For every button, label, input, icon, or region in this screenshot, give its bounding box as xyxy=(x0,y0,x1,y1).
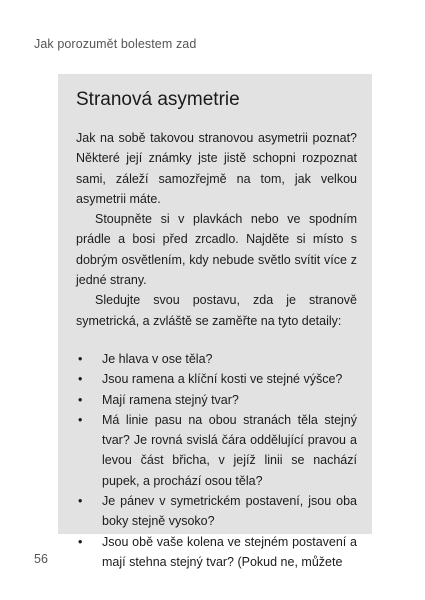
paragraph-mirror: Stoupněte si v plavkách nebo ve spodním prádle a bosi před zrcadlo. Najděte si místo s dobrým osvětlením, kdy nebude světlo svítit více z jedné strany. xyxy=(76,212,357,288)
bullet-icon: • xyxy=(78,412,83,427)
list-item-text: Jsou obě vaše kolena ve stejném postavení a mají stehna stejný tvar? (Pokud ne, můžete xyxy=(102,534,357,569)
detail-checklist xyxy=(76,349,357,572)
list-item xyxy=(76,532,357,573)
list-item xyxy=(76,369,357,389)
list-item-text: Je hlava v ose těla? xyxy=(102,351,213,366)
bullet-icon: • xyxy=(78,372,83,387)
list-item xyxy=(76,410,357,491)
running-header: Jak porozumět bolestem zad xyxy=(34,37,197,51)
section-box xyxy=(58,74,372,569)
list-item-text: Jsou ramena a klíční kosti ve stejné výšce? xyxy=(102,372,343,387)
list-item xyxy=(76,491,357,532)
list-item-text: Má linie pasu na obou stranách těla stejný tvar? Je rovná svislá čára oddělující pravou a levou část břicha, v jejíž linii se nachází pupek, a prochází osou těla? xyxy=(102,412,357,488)
list-item xyxy=(76,349,357,369)
bullet-icon: • xyxy=(78,392,83,407)
list-item-text: Je pánev v symetrickém postavení, jsou oba boky stejně vysoko? xyxy=(102,494,357,529)
section-title: Stranová asymetrie xyxy=(76,89,240,110)
bullet-icon: • xyxy=(78,351,83,366)
bullet-icon: • xyxy=(78,494,83,509)
list-item-text: Mají ramena stejný tvar? xyxy=(102,392,239,407)
paragraph-intro: Jak na sobě takovou stranovou asymetrii poznat? Některé její známky jste jistě schopni rozpoznat sami, záleží samozřejmě na tom, jak velkou asymetrii máte. xyxy=(76,131,357,206)
bullet-icon: • xyxy=(78,534,83,549)
page-number: 56 xyxy=(34,552,48,566)
list-item xyxy=(76,390,357,410)
paragraph-details: Sledujte svou postavu, zda je stranově symetrická, a zvláště se zaměřte na tyto detaily: xyxy=(76,293,357,328)
